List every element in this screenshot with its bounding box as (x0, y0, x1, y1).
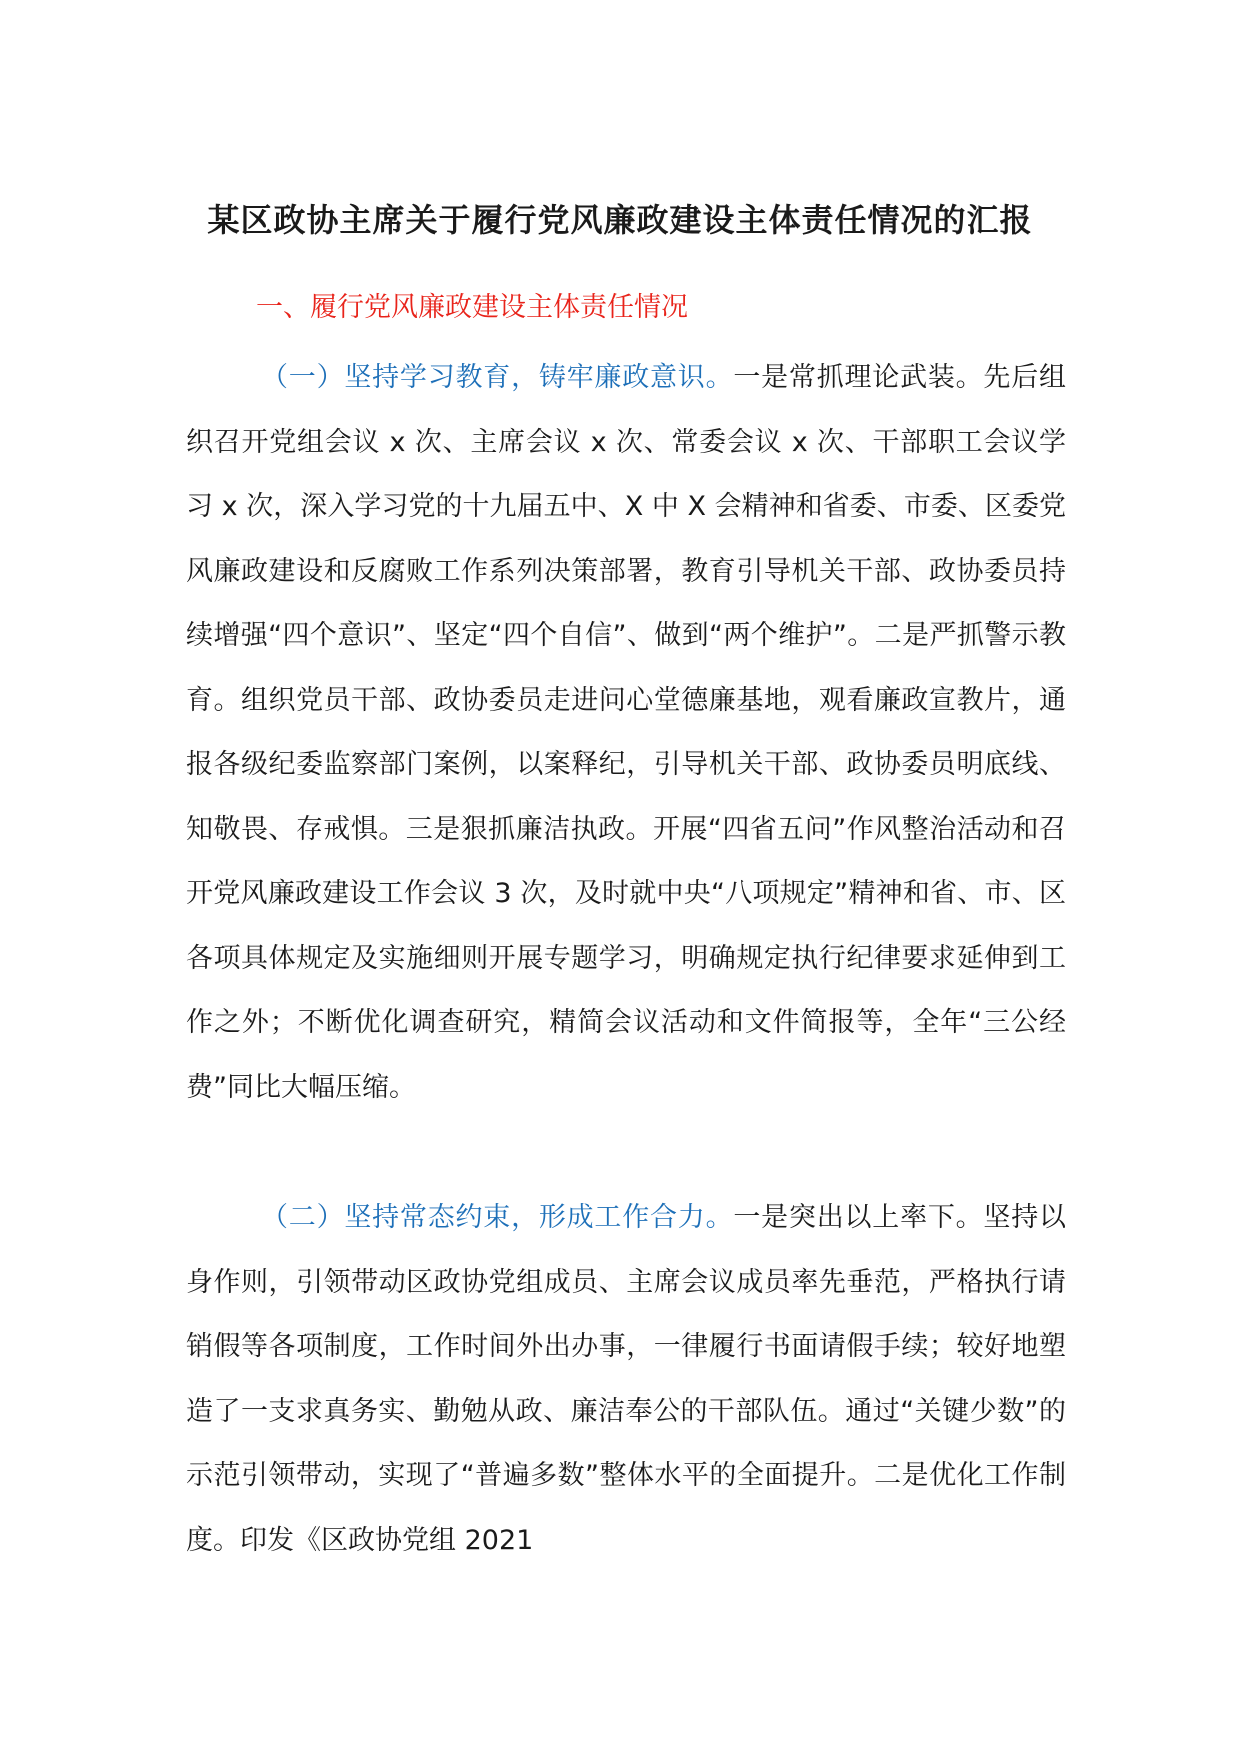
paragraph-1 (186, 346, 1066, 1120)
paragraph-1-body: 一是常抓理论武装。先后组织召开党组会议 x 次、主席会议 x 次、常委会议 x 次、干部职工会议学习 x 次，深入学习党的十九届五中、X 中 X 会精神和省委、市委、区委党风廉政建设和反腐败工作系列决策部署，教育引导机关干部、政协委员持续增强“四个意识”、坚定“四个自信”、做到“两个维护”。二是严抓警示教育。组织党员干部、政协委员走进问心堂德廉基地，观看廉政宣教片，通报各级纪委监察部门案例，以案释纪，引导机关干部、政协委员明底线、知敬畏、存戒惧。三是狠抓廉洁执政。开展“四省五问”作风整治活动和召开党风廉政建设工作会议 3 次，及时就中央“八项规定”精神和省、市、区各项具体规定及实施细则开展专题学习，明确规定执行纪律要求延伸到工作之外；不断优化调查研究，精简会议活动和文件简报等，全年“三公经费”同比大幅压缩。 (186, 362, 1067, 1103)
paragraph-2-body: 一是突出以上率下。坚持以身作则，引领带动区政协党组成员、主席会议成员率先垂范，严格执行请销假等各项制度，工作时间外出办事，一律履行书面请假手续；较好地塑造了一支求真务实、勤勉从政、廉洁奉公的干部队伍。通过“关键少数”的示范引领带动，实现了“普遍多数”整体水平的全面提升。二是优化工作制度。印发《区政协党组 2021 (186, 1202, 1067, 1556)
paragraph-2-heading: （二）坚持常态约束，形成工作合力。 (261, 1202, 734, 1233)
paragraph-2 (186, 1186, 1066, 1573)
document-title: 某区政协主席关于履行党风廉政建设主体责任情况的汇报 (207, 201, 1033, 239)
paragraph-1-heading: （一）坚持学习教育，铸牢廉政意识。 (261, 362, 734, 393)
section-heading: 一、履行党风廉政建设主体责任情况 (256, 292, 688, 323)
